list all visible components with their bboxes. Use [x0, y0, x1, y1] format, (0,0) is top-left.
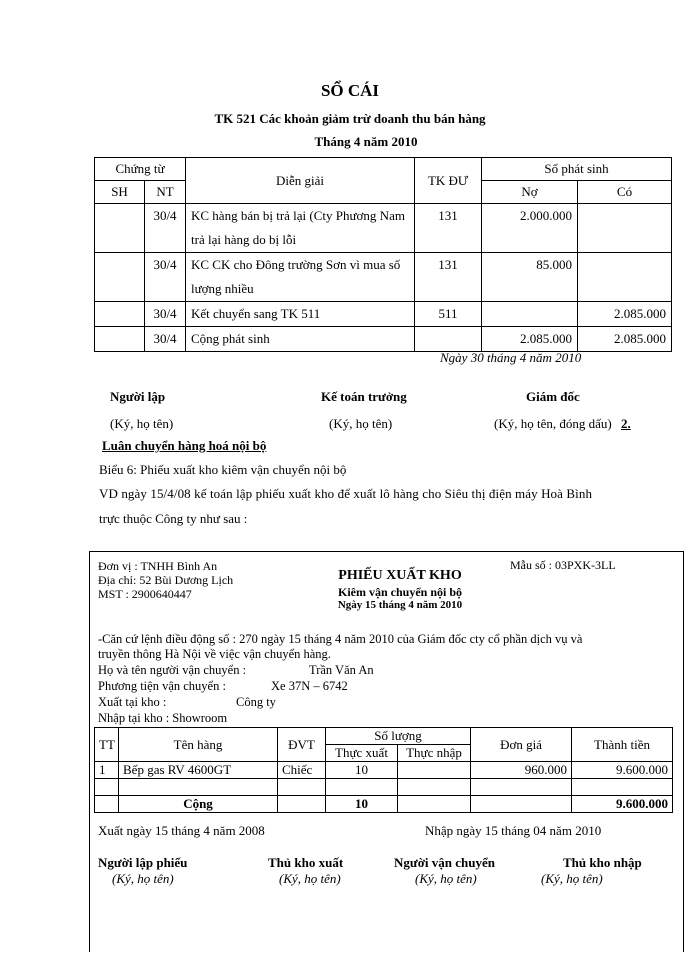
voucher-title: PHIẾU XUẤT KHO [338, 568, 462, 583]
voucher-sig-note-preparer: (Ký, họ tên) [112, 871, 174, 886]
example-line2: trực thuộc Công ty như sau : [99, 511, 248, 526]
voucher-sig-role-carrier: Người vận chuyển [394, 855, 495, 870]
voucher-address: Địa chỉ: 52 Bùi Dương Lịch [98, 573, 234, 587]
ledger-period: Tháng 4 năm 2010 [314, 134, 418, 149]
sig-role-director: Giám đốc [526, 389, 580, 404]
voucher-date: Ngày 15 tháng 4 năm 2010 [337, 599, 463, 611]
export-date: Xuất ngày 15 tháng 4 năm 2008 [98, 823, 265, 838]
items-header-qty-out: Thực xuất [326, 745, 398, 762]
empty-row [95, 779, 673, 796]
export-label: Xuất tại kho : [98, 695, 167, 709]
carrier-label: Họ và tên người vận chuyển : [98, 663, 247, 677]
voucher-tax-code: MST : 2900640447 [98, 587, 192, 601]
header-contra: TK ĐƯ [415, 158, 482, 204]
voucher-sig-role-preparer: Người lập phiếu [98, 855, 188, 870]
ledger-table [94, 157, 672, 352]
total-row: Cộng 10 9.600.000 [95, 796, 673, 813]
carrier-value: Trần Văn An [309, 663, 374, 677]
items-table [94, 727, 673, 813]
figure-caption: Biểu 6: Phiếu xuất kho kiêm vận chuyển nội bộ [99, 462, 347, 477]
items-header-tt: TT [95, 728, 119, 762]
items-header-qty: Số lượng [326, 728, 471, 745]
header-voucher: Chứng từ [95, 158, 186, 181]
items-header-amount: Thành tiền [572, 728, 673, 762]
section-number: 2. [621, 416, 631, 431]
voucher-sig-role-export-keeper: Thủ kho xuất [268, 855, 344, 870]
import-line: Nhập tại kho : Showroom [98, 711, 228, 725]
export-value: Công ty [236, 695, 276, 709]
example-line1: VD ngày 15/4/08 kế toán lập phiếu xuất kho để xuất lô hàng cho Siêu thị điện máy Hoà Bình [99, 486, 593, 501]
header-sh: SH [95, 181, 145, 204]
sig-note-director: (Ký, họ tên, đóng dấu) [494, 416, 612, 431]
sig-role-preparer: Người lập [110, 389, 166, 404]
header-nt: NT [145, 181, 186, 204]
table-row: 30/4 Kết chuyển sang TK 511 511 2.085.000 [95, 302, 672, 327]
table-row: 30/4 KC CK cho Đông trường Sơn vì mua số lượng nhiều 131 85.000 [95, 253, 672, 302]
voucher-sig-note-import-keeper: (Ký, họ tên) [541, 871, 603, 886]
vehicle-label: Phương tiện vận chuyển : [98, 679, 226, 693]
voucher-sig-role-import-keeper: Thủ kho nhập [563, 855, 642, 870]
header-description: Diễn giải [186, 158, 415, 204]
import-date: Nhập ngày 15 tháng 04 năm 2010 [425, 823, 602, 838]
ledger-account: TK 521 Các khoản giảm trừ doanh thu bán hàng [214, 111, 486, 126]
voucher-unit: Đơn vị : TNHH Bình An [98, 559, 218, 573]
sig-note-chief-accountant: (Ký, họ tên) [329, 416, 393, 431]
ledger-date: Ngày 30 tháng 4 năm 2010 [440, 350, 582, 365]
items-header-qty-in: Thực nhập [398, 745, 471, 762]
table-row: 30/4 KC hàng bán bị trả lại (Cty Phương Nam trả lại hàng do bị lỗi 131 2.000.000 [95, 204, 672, 253]
voucher-sig-note-carrier: (Ký, họ tên) [415, 871, 477, 886]
table-row: 30/4 Cộng phát sinh 2.085.000 2.085.000 [95, 327, 672, 352]
voucher-basis-line1: -Căn cứ lệnh điều động số : 270 ngày 15 tháng 4 năm 2010 của Giám đốc cty cổ phần dịch vụ và [98, 632, 583, 646]
header-debit: Nợ [482, 181, 578, 204]
voucher-basis-line2: truyền thông Hà Nội về việc vận chuyển hàng. [98, 647, 331, 661]
table-row: 1 Bếp gas RV 4600GT Chiếc 10 960.000 9.600.000 [95, 762, 673, 779]
vehicle-value: Xe 37N – 6742 [271, 679, 348, 693]
voucher-sig-note-export-keeper: (Ký, họ tên) [279, 871, 341, 886]
section-heading: Luân chuyển hàng hoá nội bộ [102, 438, 267, 453]
ledger-title: SỔ CÁI [320, 81, 380, 100]
voucher-form-no: Mẫu số : 03PXK-3LL [510, 558, 616, 572]
items-header-price: Đơn giá [471, 728, 572, 762]
header-credit: Có [578, 181, 672, 204]
voucher-subtitle: Kiêm vận chuyển nội bộ [337, 585, 463, 599]
sig-note-preparer: (Ký, họ tên) [110, 416, 174, 431]
sig-role-chief-accountant: Kế toán trưởng [321, 389, 407, 404]
items-header-unit: ĐVT [278, 728, 326, 762]
items-header-name: Tên hàng [119, 728, 278, 762]
header-amount: Số phát sinh [482, 158, 672, 181]
